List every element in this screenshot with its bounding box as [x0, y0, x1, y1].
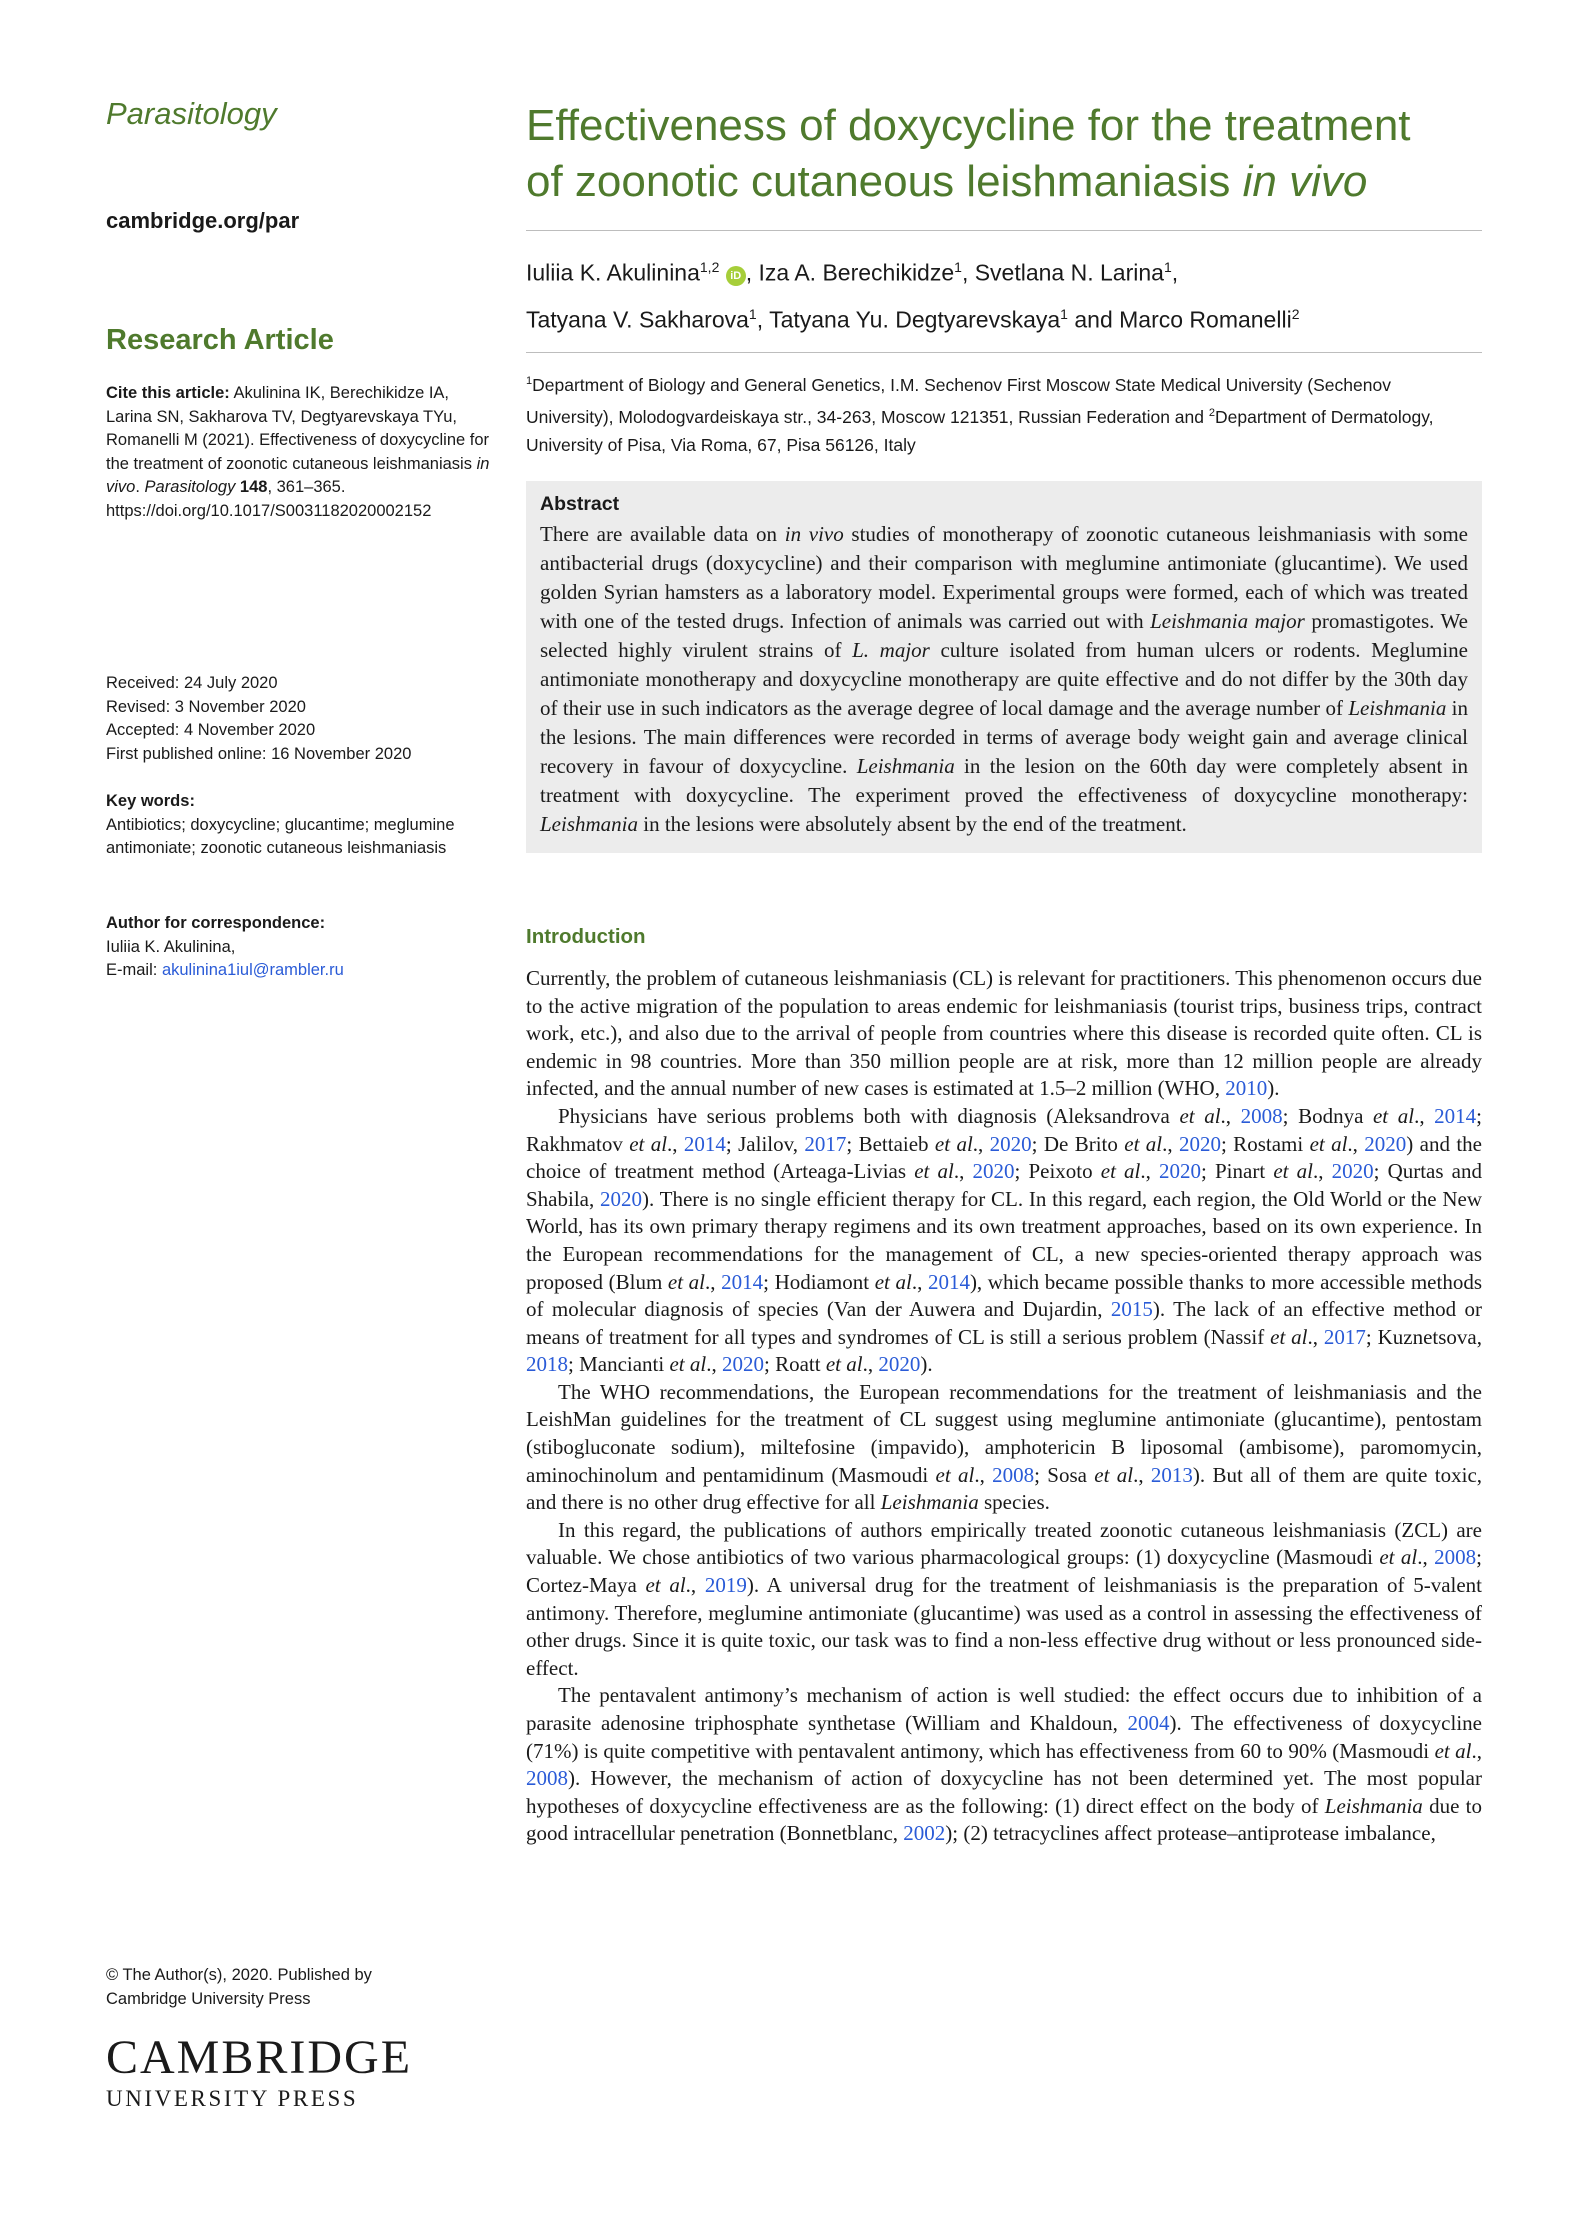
copyright-line2: Cambridge University Press	[106, 1989, 311, 2008]
citation-link[interactable]: 2008	[526, 1766, 568, 1791]
revised-date: Revised: 3 November 2020	[106, 697, 306, 716]
author-sep: ,	[1171, 259, 1179, 286]
abstract-italic: Leishmania	[1348, 695, 1447, 720]
abstract-span: in the lesions were absolutely absent by the end of the treatment.	[638, 811, 1187, 836]
citation-link[interactable]: 2019	[704, 1573, 747, 1598]
orcid-icon[interactable]: iD	[726, 266, 746, 286]
abstract-italic: L. major	[852, 637, 930, 662]
author-sup: 2	[1291, 305, 1300, 322]
citation-link[interactable]: 2020	[1178, 1131, 1221, 1156]
citation-link[interactable]: 2002	[903, 1821, 946, 1846]
author-sup: 1	[1060, 305, 1068, 322]
cite-invivo: in vivo	[106, 454, 490, 496]
published-date: First published online: 16 November 2020	[106, 744, 412, 763]
para-text: Physicians have serious problems both with diagnosis (Aleksandrova	[558, 1103, 1180, 1128]
journal-site-link[interactable]: cambridge.org/par	[106, 208, 300, 233]
author-name[interactable]: , Svetlana N. Larina	[961, 259, 1164, 286]
etal: et al	[1179, 1103, 1221, 1128]
keywords-label: Key words:	[106, 792, 195, 810]
citation-link[interactable]: 2008	[1434, 1545, 1477, 1570]
para-text: Currently, the problem of cutaneous leishmaniasis (CL) is relevant for practitioners. This phenomenon occurs due to the active migration of the population to areas endemic for leishmaniasis (tourist trips, business trips, contract work, etc.), and also due to the arrival of people from countries where this disease is recorded quite often. CL is endemic in 98 countries. More than 350 million people are at risk, more than 12 million people are already infected, and the annual number of new cases is estimated at 1.5–2 million (WHO,	[526, 965, 1482, 1101]
abstract-span: There are available data on	[540, 521, 785, 546]
copyright-line1: © The Author(s), 2020. Published by	[106, 1966, 372, 1984]
affil-text: Department of Biology and General Genetics, I.M. Sechenov First Moscow State Medical University (Sechenov University), Molodogvardeiskaya str., 34-263, Moscow 121351, Russian Federation and	[526, 375, 1391, 427]
citation-link[interactable]: 2020	[1364, 1131, 1407, 1156]
citation-link[interactable]: 2020	[600, 1186, 642, 1211]
corr-email-link[interactable]: akulinina1iul@rambler.ru	[161, 961, 344, 979]
paragraph: Physicians have serious problems both with diagnosis (Aleksandrova et al., 2008; Bodnya et al., 2014; Rakhmatov et al., 2014; Jalilov, 2017; Bettaieb et al., 2020; De Brito et al., 2020; Rostami et al., 2020) and the choice of treatment method (Arteaga-Livias et al., 2020; Peixoto et al., 2020; Pinart et al., 2020; Qurtas and Shabila, 2020). There is no single efficient therapy for CL. In this regard, each region, the Old World or the New World, has its own primary therapy regimens and its own treatment approaches, based on its own experience. In the European recommendations for the management of CL, a new species-oriented therapy approach was proposed (Blum et al., 2014; Hodiamont et al., 2014), which became possible thanks to more accessible methods of molecular diagnosis of species (Van der Auwera and Dujardin, 2015). The lack of an effective method or means of treatment for all types and syndromes of CL is still a serious problem (Nassif et al., 2017; Kuznetsova, 2018; Mancianti et al., 2020; Roatt et al., 2020).	[526, 1103, 1483, 1377]
cite-text: Akulinina IK, Berechikidze IA, Larina SN, Sakharova TV, Degtyarevskaya TYu, Romanelli M (2021). Effectiveness of doxycycline for the treatment of zoonotic cutaneous leishmaniasis	[106, 384, 490, 473]
citation-link[interactable]: 2014	[1434, 1103, 1477, 1128]
author-name[interactable]: Tatyana V. Sakharova	[526, 306, 749, 333]
paragraph	[526, 965, 1482, 1103]
paragraph: In this regard, the publications of authors empirically treated zoonotic cutaneous leishmaniasis (ZCL) are valuable. We chose antibiotics of two various pharmacological groups: (1) doxycycline (Masmoudi et al., 2008; Cortez-Maya et al., 2019). A universal drug for the treatment of leishmaniasis is the preparation of 5-valent antimony. Therefore, meglumine antimoniate (glucantime) was used as a control in assessing the effectiveness of other drugs. Since it is quite toxic, our task was to find a non-less effective drug without or less pronounced side-effect.	[526, 1517, 1483, 1680]
abstract-span: in the lesion on the 60th day were completely absent in treatment with doxycycline. The experiment proved the effectiveness of doxycycline monotherapy:	[540, 753, 1469, 807]
citation-link[interactable]: 2014	[683, 1131, 726, 1156]
citation-link[interactable]: 2020	[1159, 1159, 1202, 1184]
abstract-italic: Leishmania	[856, 753, 955, 778]
para-italic: Leishmania	[880, 1490, 979, 1515]
para-italic: Leishmania	[1324, 1793, 1423, 1818]
dates-block	[106, 672, 496, 766]
intro-body	[526, 965, 1482, 1848]
citation-link[interactable]: 2014	[927, 1269, 970, 1294]
title-line1: Effectiveness of doxycycline for the treatment	[526, 101, 1411, 150]
affiliations	[526, 367, 1482, 459]
divider	[526, 352, 1482, 353]
abstract-text	[540, 520, 1468, 839]
cite-label: Cite this article:	[106, 384, 230, 402]
cite-journal: Parasitology	[144, 478, 236, 496]
para-text: The WHO recommendations, the European recommendations for the treatment of leishmaniasis and the LeishMan guidelines for the treatment of CL suggest using meglumine antimoniate (glucantime), pentostam (stibogluconate sodium), miltefosine (impavido), amphotericin B liposomal (ambisome), paromomycin, aminochinolum and pentamidinum (Masmoudi	[526, 1379, 1482, 1487]
corr-label: Author for correspondence:	[106, 914, 326, 932]
citation-block: Cite this article: Akulinina IK, Berechikidze IA, Larina SN, Sakharova TV, Degtyarevskaya TYu, Romanelli M (2021). Effectiveness of doxycycline for the treatment of zoonotic cutaneous leishmaniasis in vivo. Parasitology 148, 361–365. https://doi.org/10.1017/S0031182020002152	[106, 384, 490, 520]
citation-link[interactable]: 2020	[989, 1131, 1032, 1156]
abstract-italic: Leishmania major	[1150, 608, 1305, 633]
sidebar	[106, 96, 506, 2111]
correspondence-block	[106, 912, 496, 983]
article-title	[526, 98, 1482, 210]
citation-link[interactable]: 2018	[526, 1352, 568, 1377]
para-text: ).	[1267, 1076, 1280, 1101]
journal-name[interactable]: Parasitology	[106, 96, 277, 131]
citation-link[interactable]: 2008	[992, 1462, 1035, 1487]
logo-line1: CAMBRIDGE	[106, 2031, 413, 2084]
cite-doi[interactable]: , 361–365. https://doi.org/10.1017/S0031182020002152	[106, 478, 432, 520]
abstract-italic: in vivo	[784, 521, 844, 546]
abstract-box	[526, 481, 1482, 853]
author-name[interactable]: Iuliia K. Akulinina	[526, 259, 700, 286]
citation-link[interactable]: 2014	[721, 1269, 764, 1294]
citation-link[interactable]: 2008	[1240, 1103, 1283, 1128]
citation-link[interactable]: 2017	[804, 1131, 847, 1156]
citation-link[interactable]: 2017	[1323, 1324, 1366, 1349]
corr-name: Iuliia K. Akulinina,	[106, 937, 236, 956]
title-italic: in vivo	[1242, 157, 1368, 206]
author-sup: 1,2	[699, 259, 720, 275]
author-name[interactable]: , Iza A. Berechikidze	[745, 259, 955, 286]
keywords-text: Antibiotics; doxycycline; glucantime; meglumine antimoniate; zoonotic cutaneous leishmaniasis	[106, 815, 455, 857]
abstract-italic: Leishmania	[540, 811, 639, 836]
author-list	[526, 247, 1482, 340]
affil-sup: 2	[1208, 407, 1215, 420]
abstract-span: promastigotes. We selected highly virulent strains of	[540, 608, 1469, 662]
corr-email-label: E-mail:	[106, 961, 158, 979]
logo-line2: UNIVERSITY PRESS	[106, 2086, 359, 2111]
affil-sup: 1	[526, 375, 533, 388]
paragraph: The WHO recommendations, the European recommendations for the treatment of leishmaniasis and the LeishMan guidelines for the treatment of CL suggest using meglumine antimoniate (glucantime), pentostam (stibogluconate sodium), miltefosine (impavido), amphotericin B liposomal (ambisome), paromomycin, aminochinolum and pentamidinum (Masmoudi et al., 2008; Sosa et al., 2013). But all of them are quite toxic, and there is no other drug effective for all Leishmania species.	[526, 1379, 1483, 1515]
divider	[526, 230, 1482, 231]
citation-link[interactable]: 2015	[1110, 1297, 1153, 1322]
author-name[interactable]: and Marco Romanelli	[1067, 306, 1292, 333]
affil-text: Department of Dermatology, University of Pisa, Via Roma, 67, Pisa 56126, Italy	[526, 406, 1434, 455]
citation-link[interactable]: 2020	[721, 1352, 764, 1377]
copyright-block	[106, 1964, 496, 2011]
abstract-span: studies of monotherapy of zoonotic cutaneous leishmaniasis with some antibacterial drugs (doxycycline) and their comparison with meglumine antimoniate (glucantime). We used golden Syrian hamsters as a laboratory model. Experimental groups were formed, each of which was treated with one of the tested drugs. Infection of animals was carried out with	[540, 521, 1468, 633]
section-heading: Introduction	[526, 924, 646, 948]
title-line2: of zoonotic cutaneous leishmaniasis	[526, 157, 1231, 206]
paragraph: The pentavalent antimony’s mechanism of action is well studied: the effect occurs due to inhibition of a parasite adenosine triphosphate synthetase (William and Khaldoun, 2004). The effectiveness of doxycycline (71%) is quite competitive with pentavalent antimony, which has effectiveness from 60 to 90% (Masmoudi et al., 2008). However, the mechanism of action of doxycycline has not been determined yet. The most popular hypotheses of doxycycline effectiveness are as the following: (1) direct effect on the body of Leishmania due to good intracellular penetration (Bonnetblanc, 2002); (2) tetracyclines affect protease–antiprotease imbalance,	[526, 1683, 1483, 1846]
author-sup: 1	[748, 305, 757, 322]
cambridge-logo	[106, 2031, 413, 2112]
article-type: Research Article	[106, 324, 334, 356]
abstract-span: culture isolated from human ulcers or rodents. Meglumine antimoniate monotherapy and doxycycline monotherapy are quite effective and do not differ by the 30th day of their use in such indicators as the average degree of local damage and the average number of	[540, 637, 1468, 720]
citation-link[interactable]: 2020	[1331, 1159, 1374, 1184]
accepted-date: Accepted: 4 November 2020	[106, 721, 316, 739]
author-sup: 1	[1163, 259, 1172, 275]
abstract-span: in the lesions. The main differences were recorded in terms of average body weight gain and average clinical recovery in favour of doxycycline.	[540, 695, 1469, 778]
abstract-heading: Abstract	[540, 492, 620, 515]
para-text: species.	[978, 1490, 1050, 1515]
citation-link[interactable]: 2004	[1127, 1711, 1170, 1735]
author-name[interactable]: , Tatyana Yu. Degtyarevskaya	[756, 306, 1061, 333]
author-sup: 1	[954, 259, 962, 275]
citation-link[interactable]: 2013	[1150, 1462, 1193, 1487]
article-main	[526, 98, 1482, 1848]
citation-link[interactable]: 2020	[878, 1352, 921, 1377]
keywords-block	[106, 790, 496, 861]
received-date: Received: 24 July 2020	[106, 674, 278, 692]
citation-link[interactable]: 2010	[1225, 1076, 1268, 1101]
cite-volume: 148	[239, 478, 268, 496]
citation-link[interactable]: 2020	[972, 1159, 1015, 1184]
